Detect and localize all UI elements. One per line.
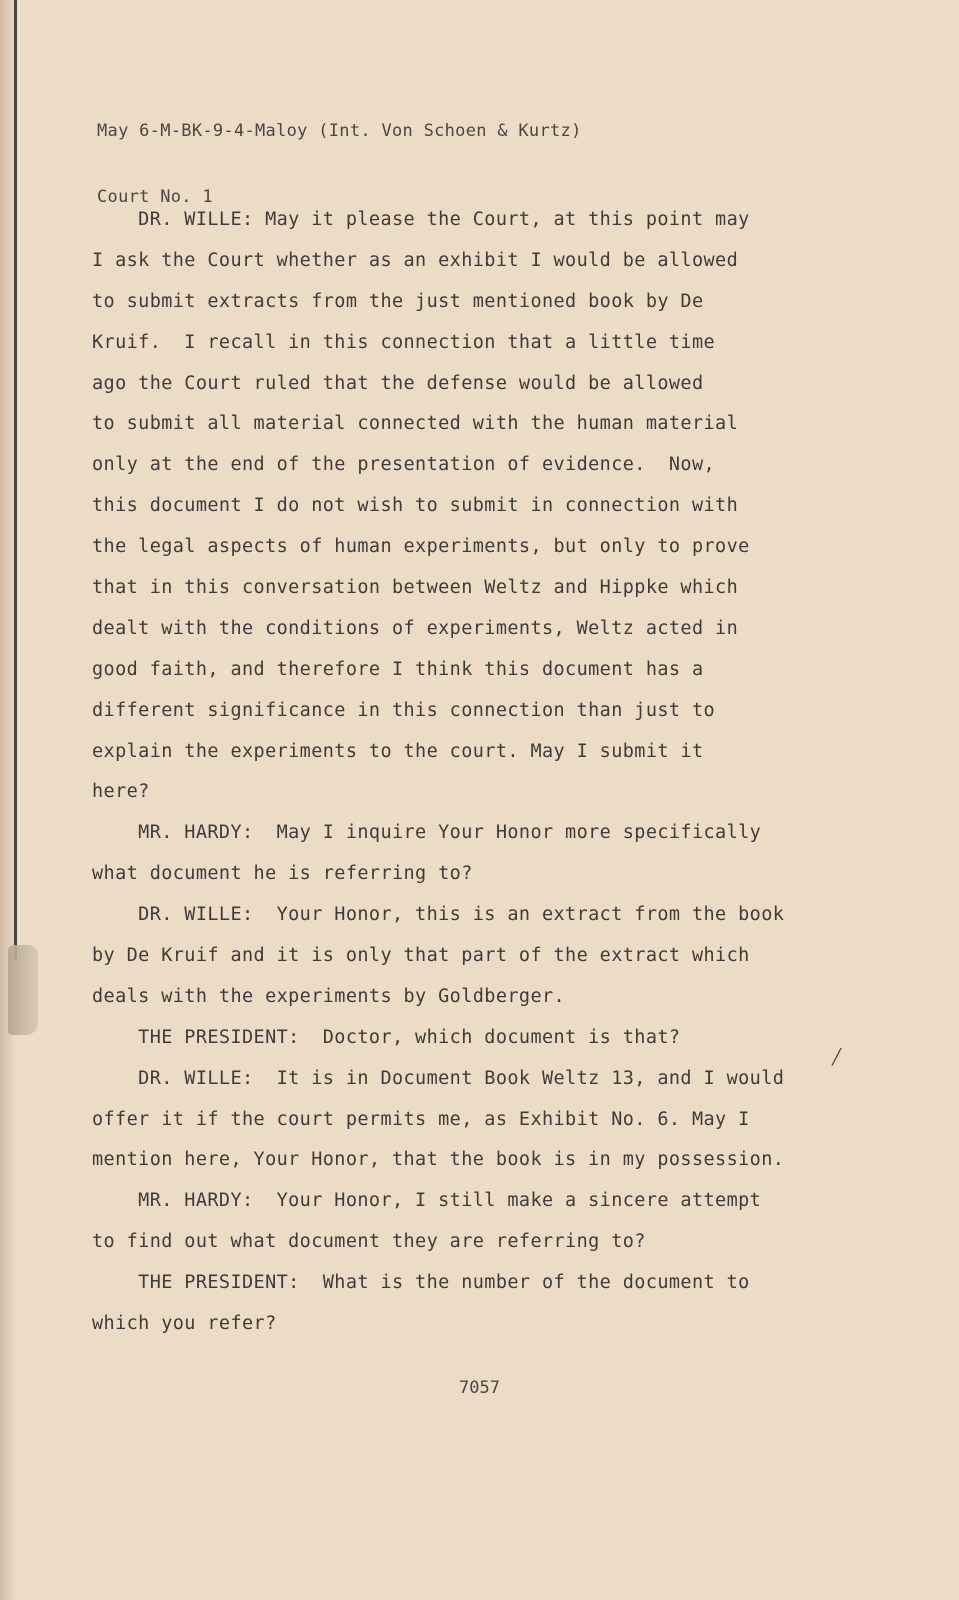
transcript-line: THE PRESIDENT: Doctor, which document is that? <box>92 1026 681 1048</box>
transcript-line: deals with the experiments by Goldberger. <box>92 985 566 1007</box>
transcript-line: to find out what document they are referring to? <box>92 1231 646 1253</box>
binding-shadow <box>14 0 17 960</box>
transcript-line: explain the experiments to the court. May I submit it <box>92 740 704 762</box>
page-number: 7057 <box>459 1378 500 1398</box>
transcript-line: DR. WILLE: Your Honor, this is an extract from the book <box>92 904 785 926</box>
transcript-line: only at the end of the presentation of evidence. Now, <box>92 454 716 476</box>
transcript-line: the legal aspects of human experiments, but only to prove <box>92 536 750 558</box>
transcript-line: dealt with the conditions of experiments, Weltz acted in <box>92 617 739 639</box>
transcript-body <box>92 200 922 1345</box>
transcript-line: which you refer? <box>92 1313 277 1335</box>
transcript-line: this document I do not wish to submit in connection with <box>92 495 739 517</box>
transcript-line: by De Kruif and it is only that part of the extract which <box>92 945 750 967</box>
header-case-reference: May 6-M-BK-9-4-Maloy (Int. Von Schoen & Kurtz) <box>97 121 582 141</box>
transcript-line: offer it if the court permits me, as Exhibit No. 6. May I <box>92 1108 750 1130</box>
transcript-line: what document he is referring to? <box>92 863 473 885</box>
transcript-line: to submit extracts from the just mentioned book by De <box>92 290 704 312</box>
header-court-number: Court No. 1 <box>97 187 213 207</box>
transcript-line: MR. HARDY: Your Honor, I still make a sincere attempt <box>92 1190 762 1212</box>
transcript-line: that in this conversation between Weltz and Hippke which <box>92 577 739 599</box>
transcript-line: mention here, Your Honor, that the book is in my possession. <box>92 1149 785 1171</box>
transcript-line: I ask the Court whether as an exhibit I would be allowed <box>92 249 739 271</box>
transcript-line: to submit all material connected with the human material <box>92 413 739 435</box>
transcript-line: different significance in this connection than just to <box>92 699 716 721</box>
transcript-line: MR. HARDY: May I inquire Your Honor more specifically <box>92 822 762 844</box>
pencil-tick-mark: ╱ <box>832 1048 842 1066</box>
transcript-line: THE PRESIDENT: What is the number of the document to <box>92 1272 750 1294</box>
transcript-line: DR. WILLE: May it please the Court, at this point may <box>92 209 750 230</box>
transcript-line: good faith, and therefore I think this document has a <box>92 658 704 680</box>
transcript-line: DR. WILLE: It is in Document Book Weltz 13, and I would <box>92 1067 785 1089</box>
transcript-line: here? <box>92 781 150 803</box>
transcript-line: ago the Court ruled that the defense would be allowed <box>92 372 704 394</box>
transcript-line: Kruif. I recall in this connection that a little time <box>92 331 716 353</box>
torn-paper-fragment <box>8 945 38 1035</box>
